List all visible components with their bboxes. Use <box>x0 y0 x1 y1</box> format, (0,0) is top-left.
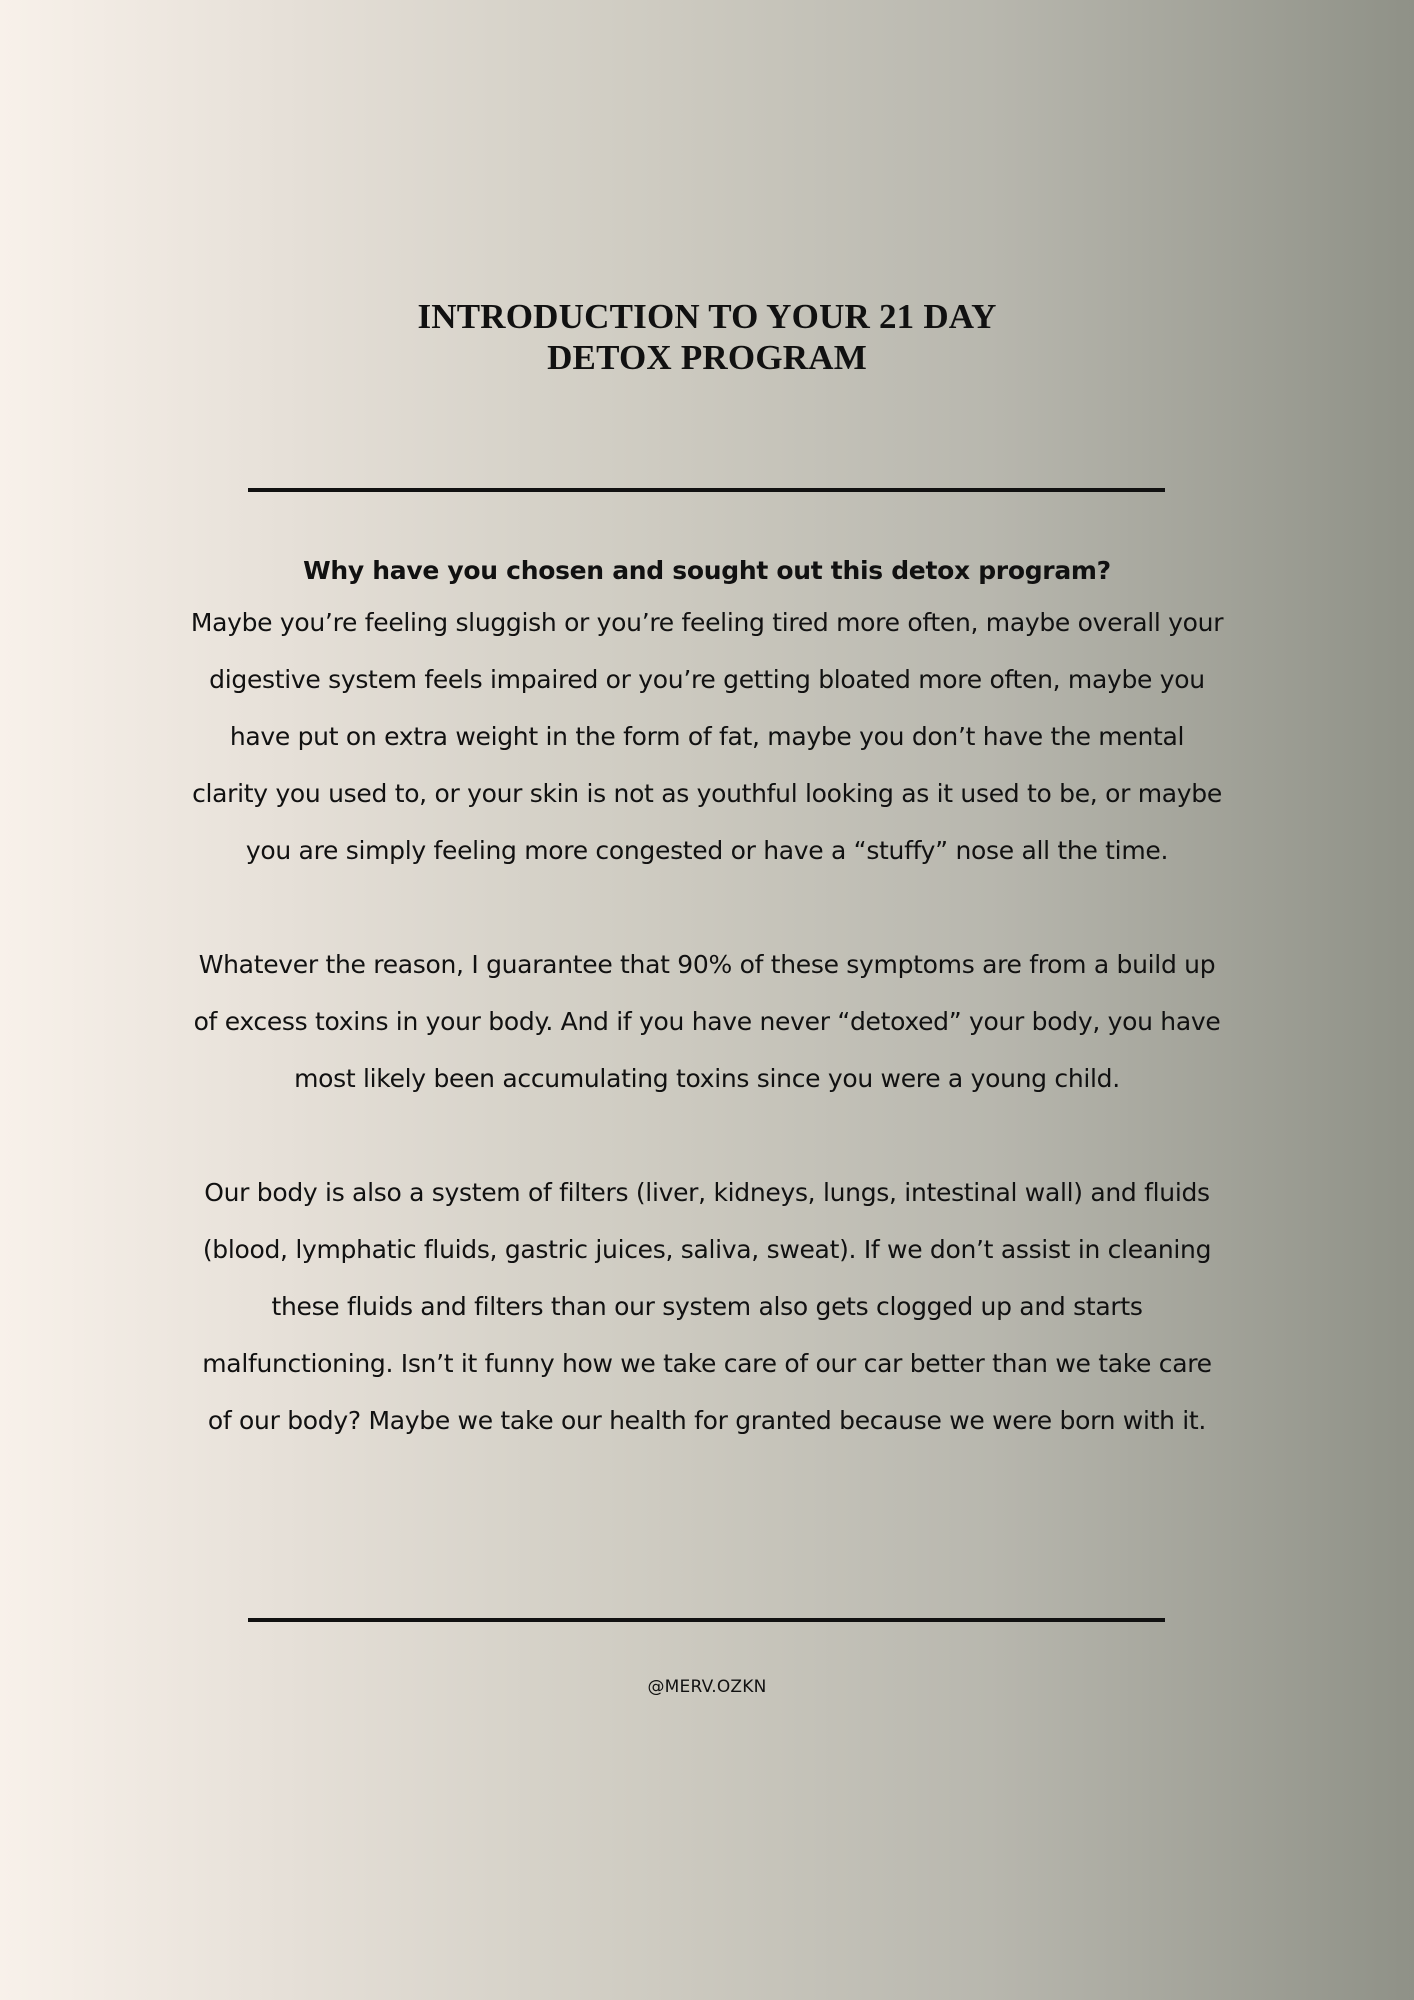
title-line-1: INTRODUCTION TO YOUR 21 DAY <box>417 297 997 336</box>
top-divider <box>248 488 1165 492</box>
bottom-divider <box>248 1618 1165 1622</box>
title-line-2: DETOX PROGRAM <box>547 338 867 377</box>
footer-handle: @MERV.OZKN <box>647 1677 767 1697</box>
section-question: Why have you chosen and sought out this detox program? <box>303 556 1111 585</box>
paragraph-1: Maybe you’re feeling sluggish or you’re feeling tired more often, maybe overall your digestive system feels impaired or you’re getting bloated more often, maybe you have put on extra weight in the form of fat, maybe you don’t have the mental clarity you used to, or your skin is not as youthful looking as it used to be, or maybe you are simply feeling more congested or have a “stuffy” nose all the time. <box>190 608 1224 865</box>
body-content <box>190 548 1224 1449</box>
paragraph-2: Whatever the reason, I guarantee that 90% of these symptoms are from a build up of excess toxins in your body. And if you have never “detoxed” your body, you have most likely been accumulating toxins since you were a young child. <box>193 950 1221 1093</box>
page-title <box>0 296 1414 378</box>
paragraph-3: Our body is also a system of filters (liver, kidneys, lungs, intestinal wall) and fluids (blood, lymphatic fluids, gastric juices, saliva, sweat). If we don’t assist in cleaning these fluids and filters than our system also gets clogged up and starts malfunctioning. Isn’t it funny how we take care of our car better than we take care of our body? Maybe we take our health for granted because we were born with it. <box>202 1178 1212 1435</box>
